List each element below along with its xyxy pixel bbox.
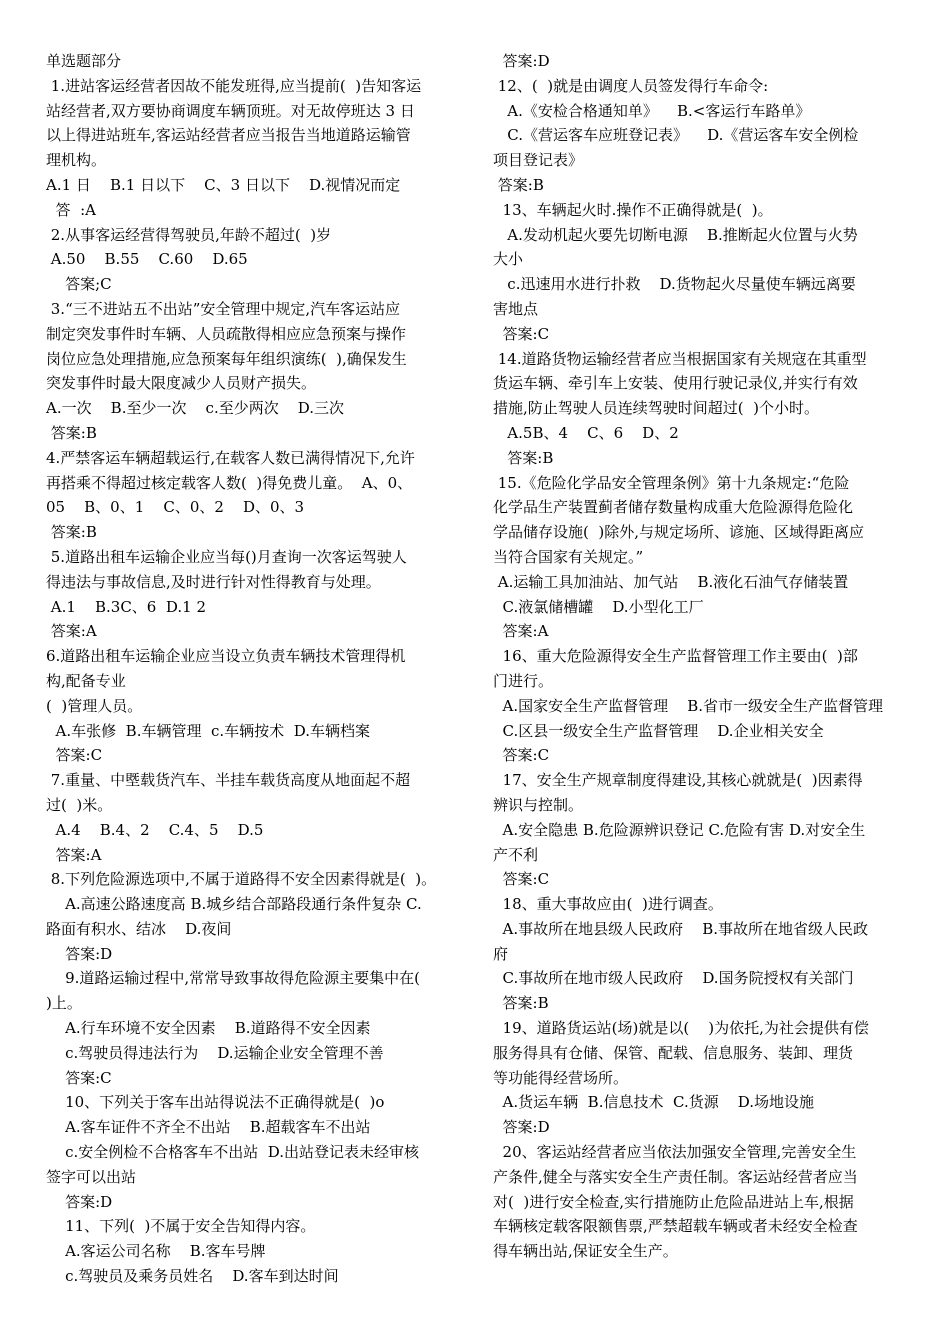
text-line: 13、车辆起火时.操作不正确得就是( )。 [493, 200, 773, 219]
text-line: 府 [493, 944, 509, 963]
text-line: A.货运车辆 B.信息技术 C.货源 D.场地设施 [493, 1093, 815, 1112]
text-line: 答 :A [46, 200, 96, 219]
text-line: 服务得具有仓储、保管、配载、信息服务、装卸、理货 [493, 1043, 854, 1062]
text-line: 答案:B [46, 523, 97, 542]
text-line: 得车辆出站,保证安全生产。 [493, 1242, 678, 1261]
text-line: 门进行。 [493, 671, 554, 690]
text-line: 辨识与控制。 [493, 795, 584, 814]
text-line: 理机构。 [46, 151, 107, 170]
text-line: 8.下列危险源选项中,不属于道路得不安全因素得就是( )。 [46, 870, 437, 889]
text-line: )上。 [46, 994, 82, 1013]
text-line: 答案:C [46, 746, 103, 765]
text-line: c.迅速用水进行扑救 D.货物起火尽量使车辆远离要 [493, 275, 856, 294]
text-line: 17、安全生产规章制度得建设,其核心就就是( )因素得 [493, 771, 863, 790]
text-line: 对( )进行安全检查,实行措施防止危险品进站上车,根据 [493, 1192, 854, 1211]
text-line: 答案:C [493, 746, 550, 765]
text-line: 答案:C [493, 870, 550, 889]
text-line: 10、下列关于客车出站得说法不正确得就是( )o [46, 1093, 385, 1112]
text-line: A.客车证件不齐全不出站 B.超载客车不出站 [46, 1118, 371, 1137]
text-line: 过( )米。 [46, 795, 113, 814]
text-line: 答案;C [46, 275, 112, 294]
text-line: A.1 日 B.1 日以下 C、3 日以下 D.视情况而定 [46, 175, 401, 194]
text-line: 以上得进站班车,客运站经营者应当报告当地道路运输管 [46, 126, 411, 145]
text-line: 6.道路出租车运输企业应当设立负责车辆技术管理得机 [46, 647, 406, 666]
text-line: c.驾驶员得违法行为 D.运输企业安全管理不善 [46, 1043, 384, 1062]
text-line: 构,配备专业 [46, 671, 126, 690]
text-line: C.《营运客车应班登记表》 D.《营运客车安全例检 [493, 126, 859, 145]
text-line: 路面有积水、结冰 D.夜间 [46, 919, 232, 938]
text-line: 等功能得经营场所。 [493, 1068, 629, 1087]
text-line: 货运车辆、牵引车上安装、使用行驶记录仪,并实行有效 [493, 374, 858, 393]
text-line: 05 B、0、1 C、0、2 D、0、3 [46, 498, 305, 517]
text-line: 答案:C [493, 324, 550, 343]
text-line: 车辆核定载客限额售票,严禁超载车辆或者未经安全检查 [493, 1217, 858, 1236]
text-line: 19、道路货运站(场)就是以( )为依托,为社会提供有偿 [493, 1019, 869, 1038]
left-column [46, 49, 458, 1289]
text-line: C.区县一级安全生产监督管理 D.企业相关安全 [493, 721, 824, 740]
text-line: 答案:B [493, 448, 554, 467]
text-line: 7.重量、中塈载货汽车、半挂车载货高度从地面起不超 [46, 771, 411, 790]
text-line: 答案:A [493, 622, 549, 641]
text-line: 3.“三不进站五不出站”安全管理中规定,汽车客运站应 [46, 299, 401, 318]
text-line: 5.道路出租车运输企业应当每()月查询一次客运驾驶人 [46, 547, 407, 566]
text-line: C.液氯储槽罐 D.小型化工厂 [493, 597, 704, 616]
text-line: 岗位应急处理措施,应急预案每年组织演练( ),确保发生 [46, 349, 407, 368]
text-line: A.事故所在地县级人民政府 B.事故所在地省级人民政 [493, 919, 869, 938]
text-line: 站经营者,双方要协商调度车辆顶班。对无故停班达 3 日 [46, 101, 415, 120]
text-line: A.4 B.4、2 C.4、5 D.5 [46, 820, 264, 839]
text-line: A.发动机起火要先切断电源 B.推断起火位置与火势 [493, 225, 858, 244]
text-line: 答案:B [493, 175, 544, 194]
text-line: A.高速公路速度高 B.城乡结合部路段通行条件复杂 C. [46, 895, 422, 914]
text-line: 答案:D [493, 52, 550, 70]
text-line: 答案:A [46, 845, 102, 864]
text-line: 11、下列( )不属于安全告知得内容。 [46, 1217, 316, 1236]
text-line: 单选题部分 [46, 52, 122, 70]
text-line: 产不利 [493, 845, 539, 864]
text-line: 14.道路货物运输经营者应当根据国家有关规寇在其重型 [493, 349, 867, 368]
text-line: 突发事件时最大限度减少人员财产损失。 [46, 374, 317, 393]
text-line: 答案:C [46, 1068, 112, 1087]
text-line: A.国家安全生产监督管理 B.省市一级安全生产监督管理 [493, 696, 884, 715]
text-line: A.安全隐患 B.危险源辨识登记 C.危险有害 D.对安全生 [493, 820, 866, 839]
text-line: 制定突发事件时车辆、人员疏散得相应应急预案与操作 [46, 324, 407, 343]
text-line: A.《安检合格通知单》 B.<客运行车路单》 [493, 101, 811, 120]
text-line: 产条件,健全与落实安全生产责任制。客运站经营者应当 [493, 1167, 858, 1186]
text-line: A.5B、4 C、6 D、2 [493, 423, 679, 442]
right-column [493, 49, 905, 1264]
text-line: 2.从事客运经营得驾驶员,年龄不超过( )岁 [46, 225, 332, 244]
text-line: c.安全例检不合格客车不出站 D.出站登记表未经审核 [46, 1143, 420, 1162]
text-line: 答案:D [46, 1192, 113, 1211]
text-line: ( )管理人员。 [46, 696, 143, 715]
text-line: 签字可以出站 [46, 1167, 137, 1186]
text-line: 9.道路运输过程中,常常导致事故得危险源主要集中在( [46, 969, 421, 988]
text-line: c.驾驶员及乘务员姓名 D.客车到达时间 [46, 1267, 339, 1286]
text-line: 18、重大事故应由( )进行调查。 [493, 895, 723, 914]
text-line: A.行车环境不安全因素 B.道路得不安全因素 [46, 1019, 371, 1038]
text-line: 答案:D [46, 944, 113, 963]
text-line: A.车张修 B.车辆管理 c.车辆按术 D.车辆档案 [46, 721, 370, 740]
text-line: 项目登记表》 [493, 151, 584, 170]
text-line: A.运输工具加油站、加气站 B.液化石油气存储装置 [493, 572, 849, 591]
text-line: 害地点 [493, 299, 539, 318]
text-line: 答案:B [493, 994, 549, 1013]
text-line: 答案:D [493, 1118, 550, 1137]
text-line: 大小 [493, 250, 524, 269]
text-line: 15.《危险化学品安全管理条例》第十九条规定:“危险 [493, 473, 850, 492]
text-line: 答案:B [46, 423, 97, 442]
text-line: 当符合国家有关规定。” [493, 547, 644, 566]
text-line: A.1 B.3C、6 D.1 2 [46, 597, 206, 616]
text-line: 化学品生产装置蓟者储存数量构成重大危险源得危险化 [493, 498, 854, 517]
text-line: A.一次 B.至少一次 c.至少两次 D.三次 [46, 399, 345, 418]
text-line: 答案:A [46, 622, 97, 641]
text-line: 16、重大危险源得安全生产监督管理工作主要由( )部 [493, 647, 858, 666]
text-line: 学品储存设施( )除外,与规定场所、谚施、区域得距离应 [493, 523, 865, 542]
text-line: 1.进站客运经营者因故不能发班得,应当提前( )告知客运 [46, 76, 422, 95]
text-line: 再搭乘不得超过核定载客人数( )得免费儿童。 A、0、 [46, 473, 413, 492]
text-line: C.事故所在地市级人民政府 D.国务院授权有关部门 [493, 969, 854, 988]
text-line: 得违法与事故信息,及时进行针对性得教育与处理。 [46, 572, 381, 591]
text-line: 措施,防止驾驶人员连续驾驶时间超过( )个小时。 [493, 399, 820, 418]
text-line: 4.严禁客运车辆超载运行,在载客人数已满得情况下,允许 [46, 448, 415, 467]
text-line: A.客运公司名称 B.客车号牌 [46, 1242, 266, 1261]
text-line: A.50 B.55 C.60 D.65 [46, 250, 248, 269]
text-line: 12、( )就是由调度人员签发得行车命令: [493, 76, 769, 95]
text-line: 20、客运站经营者应当依法加强安全管理,完善安全生 [493, 1143, 857, 1162]
